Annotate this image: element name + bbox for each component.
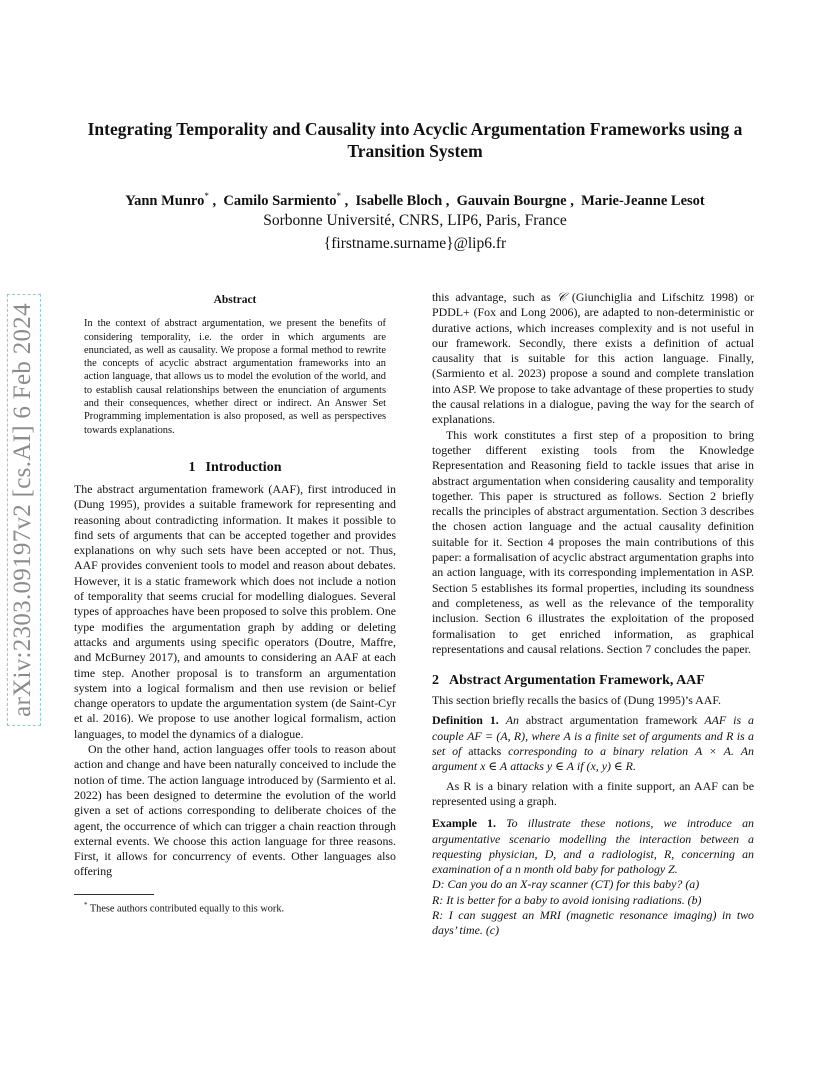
dialogue-line: D: Can you do an X-ray scanner (CT) for this baby? (a): [432, 877, 700, 892]
dialogue-line: R: It is better for a baby to avoid ionising radiations. (b): [432, 892, 702, 907]
author-list: Yann Munro* , Camilo Sarmiento* , Isabelle Bloch , Gauvain Bourgne , Marie-Jeanne Lesot: [125, 191, 705, 209]
author-name: Gauvain Bourgne: [456, 192, 567, 209]
math-run: AF = (A, R),: [467, 728, 529, 743]
definition: [432, 713, 754, 774]
paragraph: This section briefly recalls the basics of (Dung 1995)’s AAF.: [432, 693, 721, 708]
section-number: 2: [432, 673, 439, 689]
math-run: A × A.: [694, 744, 734, 759]
author-mark: *: [204, 191, 209, 201]
section-title: Introduction: [205, 459, 282, 475]
abstract-text: In the context of abstract argumentation, we present the benefits of considering temporality, i.e. the order in which arguments are enunciated, as well as causality. We propose a formal method to rewrite the concepts of acyclic abstract argumentation frameworks into an action language, that allows us to model the evolution of the world, and to establish causal relationships between the enunciation of arguments and their consequences, whether direct or indirect. An Answer Set Programming implementation is also proposed, as well as perspectives towards explanations.: [84, 318, 386, 436]
section-title: Abstract Argumentation Framework, AAF: [449, 673, 705, 689]
footnote-mark: *: [84, 900, 88, 909]
author-name: Camilo Sarmiento: [223, 192, 337, 209]
text-run: is a couple: [432, 713, 754, 743]
example: [432, 816, 754, 877]
section-number: 1: [188, 459, 196, 475]
text-run: is a set of: [432, 728, 754, 759]
text-run: is a finite set of arguments and: [574, 728, 723, 743]
math-symbol: 𝒞: [556, 290, 566, 304]
text-run: if: [576, 759, 584, 774]
example-label: Example 1.: [432, 816, 496, 831]
paragraph: As R is a binary relation with a finite support, an AAF can be represented using a graph.: [432, 778, 754, 808]
math-run: y ∈ A: [546, 759, 574, 774]
math-run: (x, y) ∈ R.: [586, 759, 636, 774]
arxiv-id: arXiv:2303.09197v2 [cs.AI] 6 Feb 2024: [7, 294, 41, 726]
footnote-divider: [74, 894, 154, 895]
affiliation: Sorbonne Université, CNRS, LIP6, Paris, France: [263, 212, 567, 229]
author-name: Marie-Jeanne Lesot: [581, 192, 705, 209]
text-run: An argument: [432, 744, 754, 774]
paragraph: On the other hand, action languages offer tools to reason about action and change and have been naturally conceived to include the notion of time. The action language introduced by (Sarmiento et al. 2022) has been designed to determine the evolution of the world given a set of actions corresponding to deliberate choices of the agent, the occurrence of which can trigger a chain reaction through external events. We choose this action language for three reasons. First, it allows for concurrency of events. Other languages also offering: [74, 742, 396, 879]
text-run: corresponding to a binary relation: [508, 744, 689, 759]
paragraph: This work constitutes a first step of a proposition to bring together different existing tools from the Knowledge Representation and Reasoning field to tackle issues that arise in abstract argumentation when considering causality and temporality together. This paper is structured as follows. Section 2 briefly recalls the principles of abstract argumentation. Section 3 describes the chosen action language and the actual causality definition suitable for it. Section 4 proposes the main contributions of this paper: a formalisation of acyclic abstract argumentation graphs into an action language, with its corresponding implementation in ASP. Section 5 establishes its formal properties, including its soundness and completeness, as well as the relevance of the temporality inclusion. Section 6 illustrates the exploitation of the proposed formalisation to get enriched information, as graphical representations and causal relations. Section 7 concludes the paper.: [432, 427, 754, 656]
example-text: To illustrate these notions, we introduce an argumentative scenario modelling the interaction between a requesting physician, D, and a radiologist, R, concerning an examination of a n month old baby for pathology Z.: [432, 816, 754, 877]
section-heading-aaf: [432, 672, 754, 690]
section-heading-introduction: [74, 459, 396, 477]
abstract-heading: Abstract: [213, 294, 257, 306]
math-run: AAF: [704, 713, 727, 728]
math-run: x ∈ A: [480, 759, 508, 774]
author-email: {firstname.surname}@lip6.fr: [323, 235, 507, 252]
author-name: Yann Munro: [125, 192, 205, 209]
author-mark: *: [336, 191, 342, 201]
footnote-text: These authors contributed equally to this work.: [89, 903, 285, 915]
dialogue-line: R: I can suggest an MRI (magnetic resonance imaging) in two days’ time. (c): [432, 907, 754, 938]
text-run: (Giunchiglia and Lifschitz 1998) or PDDL+ (Fox and Long 2006), are adapted to non-deterministic or durative actions, which increases complexity and is not useful in our framework. Secondly, there exists a definition of actual causality that is suitable for this action language. Finally, (Sarmiento et al. 2023) propose a sound and complete translation into ASP. We propose to take advantage of these properties to study the causal relations in a dialogue, paving the way for the search of explanations.: [432, 290, 754, 427]
text-run: where: [531, 728, 561, 743]
text-run: attacks: [510, 759, 544, 774]
text-run: abstract argumentation framework: [525, 713, 698, 728]
footnote: [74, 899, 396, 915]
text-run: An: [505, 713, 519, 728]
definition-label: Definition 1.: [432, 713, 499, 728]
paper-title: Integrating Temporality and Causality into Acyclic Argumentation Frameworks using a Transition System: [87, 119, 743, 161]
paragraph: The abstract argumentation framework (AAF), first introduced in (Dung 1995), provides a suitable framework for representing and reasoning about contradicting information. It makes it possible to find sets of arguments that can be accepted together and provides explanations on why such sets have been accepted or not. Thus, AAF provides convenient tools to model and reason about debates. However, it is a static framework which does not include a notion of temporality that seems crucial for modelling dialogues. Several types of approaches have been proposed to solve this problem. One type modifies the argumentation graph by adding or deleting attacks and arguments using specific operators (Doutre, Maffre, and McBurney 2017), and amounts to considering an AAF at each time step. Another proposal is to transform an argumentation system into a logical formalism and then use revision or belief change operators to update the argumentation system (de Saint-Cyr et al. 2016). We propose to use another logical formalism, action languages, to model the dynamics of a dialogue.: [74, 481, 396, 741]
math-run: R: [726, 728, 734, 743]
paragraph: [432, 290, 754, 428]
right-column: [432, 290, 754, 939]
author-name: Isabelle Bloch: [355, 192, 443, 209]
left-column: [74, 290, 396, 915]
text-run: attacks: [468, 744, 502, 759]
text-run: this advantage, such as: [432, 290, 557, 304]
math-run: A: [563, 728, 571, 743]
arxiv-stamp: [0, 260, 48, 760]
